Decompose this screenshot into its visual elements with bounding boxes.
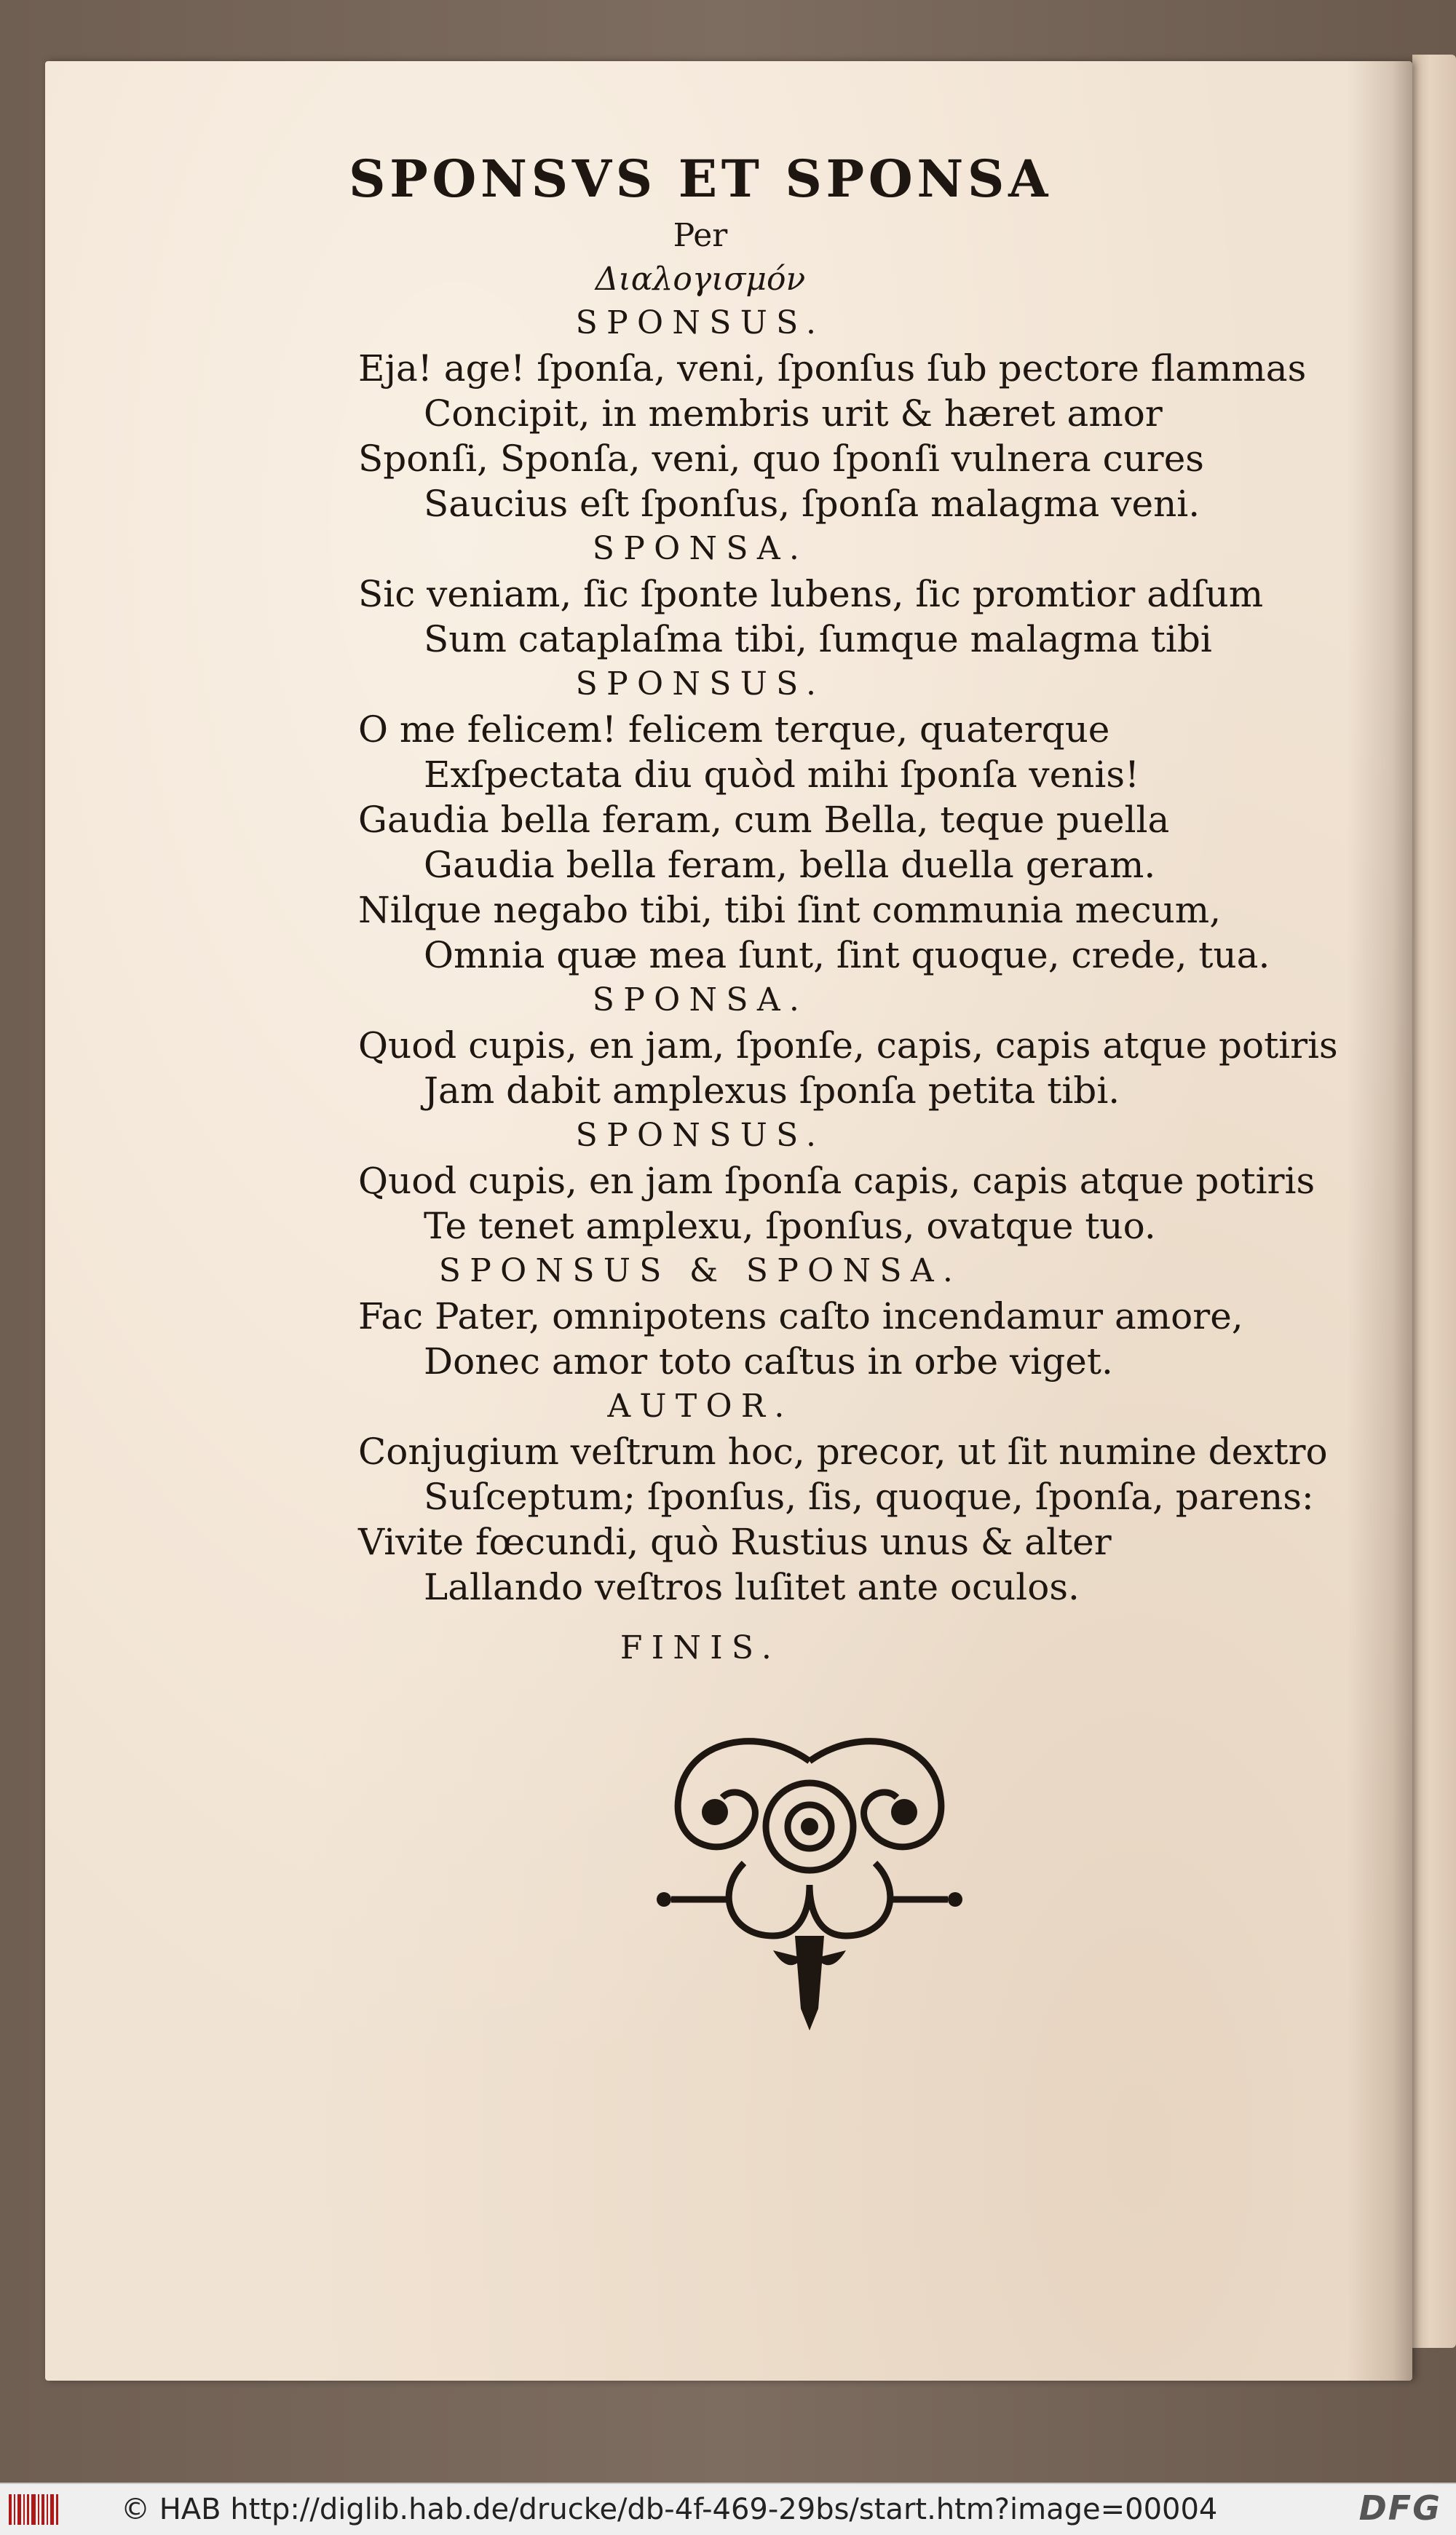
verse-line: Nilque negabo tibi, tibi ſint communia mecum, — [358, 889, 1222, 931]
verse-line: Eja! age! ſponſa, veni, ſponſus ſub pectore flammas — [358, 347, 1307, 389]
page-title: SPONSVS ET SPONSA — [349, 149, 1052, 209]
speaker-heading: SPONSA. — [592, 530, 809, 567]
dfg-logo: DFG — [1358, 2488, 1441, 2528]
subtitle-per: Per — [673, 217, 728, 254]
verse-line: Gaudia bella feram, bella duella geram. — [424, 844, 1156, 886]
page-text — [45, 61, 1412, 1736]
speaker-heading: SPONSA. — [592, 981, 809, 1019]
verse-line: Te tenet amplexu, ſponſus, ovatque tuo. — [424, 1205, 1156, 1247]
speaker-heading: SPONSUS. — [575, 304, 826, 341]
speaker-heading: SPONSUS. — [575, 1117, 826, 1154]
page-gutter-shadow — [1347, 61, 1412, 2381]
verse-line: Donec amor toto caſtus in orbe viget. — [424, 1340, 1113, 1383]
verse-line: Exſpectata diu quòd mihi ſponſa venis! — [424, 754, 1140, 796]
verse-line: Quod cupis, en jam, ſponſe, capis, capis atque potiris — [358, 1024, 1338, 1067]
verse-line: Vivite fœcundi, quò Rustius unus & alter — [358, 1521, 1112, 1563]
book-page — [45, 61, 1412, 2381]
source-credit: © HAB http://diglib.hab.de/drucke/db-4f-469-29bs/start.htm?image=00004 — [121, 2493, 1218, 2526]
subtitle-greek: Διαλογισμόν — [595, 261, 806, 298]
verse-line: Concipit, in membris urit & hæret amor — [424, 392, 1163, 435]
verse-line: Sic veniam, ſic ſponte lubens, ſic promtior adſum — [358, 573, 1264, 615]
printer-ornament — [628, 1717, 992, 2038]
finis-label: FINIS. — [620, 1629, 781, 1666]
verse-line: Sum cataplaſma tibi, ſumque malagma tibi — [424, 618, 1212, 660]
verse-line: Saucius eſt ſponſus, ſponſa malagma veni. — [424, 483, 1200, 525]
verse-line: Quod cupis, en jam ſponſa capis, capis atque potiris — [358, 1160, 1315, 1202]
verse-line: Fac Pater, omnipotens caſto incendamur amore, — [358, 1295, 1243, 1337]
verse-line: Omnia quæ mea ſunt, ſint quoque, crede, tua. — [424, 934, 1270, 976]
speaker-heading: SPONSUS & SPONSA. — [438, 1252, 962, 1289]
verse-line: Conjugium veſtrum hoc, precor, ut ſit numine dextro — [358, 1431, 1328, 1473]
speaker-heading: SPONSUS. — [575, 665, 826, 703]
speaker-heading: AUTOR. — [607, 1388, 794, 1425]
verse-line: Sponſi, Sponſa, veni, quo ſponſi vulnera cures — [358, 438, 1204, 480]
verse-line: Lallando veſtros luſitet ante oculos. — [424, 1566, 1080, 1608]
next-page-edge — [1412, 55, 1456, 2348]
verse-line: O me felicem! felicem terque, quaterque — [358, 708, 1110, 751]
barcode-icon — [9, 2494, 60, 2525]
credit-bar — [0, 2483, 1456, 2535]
verse-line: Jam dabit amplexus ſponſa petita tibi. — [424, 1069, 1120, 1112]
verse-line: Suſceptum; ſponſus, ſis, quoque, ſponſa, parens: — [424, 1476, 1314, 1518]
verse-line: Gaudia bella feram, cum Bella, teque puella — [358, 799, 1170, 841]
